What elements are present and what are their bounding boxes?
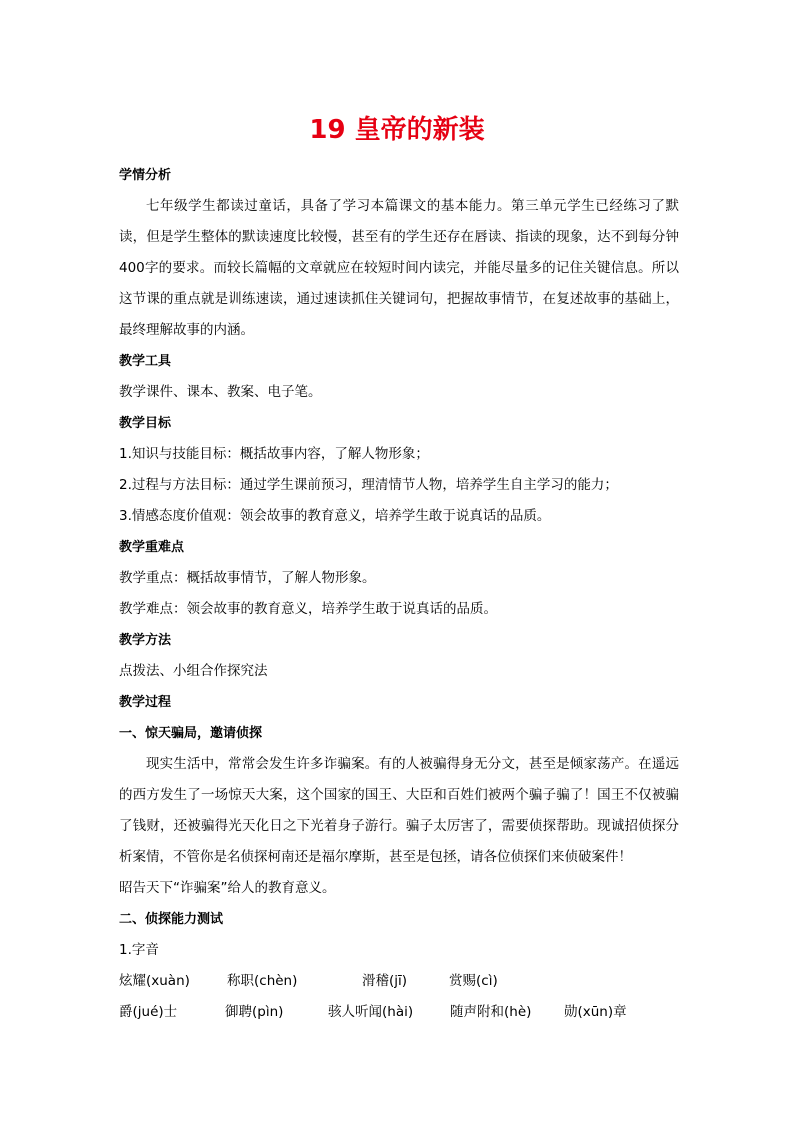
step1-last-line: 昭告天下“诈骗案”给人的教育意义。 bbox=[119, 880, 336, 896]
pinyin-item: 骇人听闻(hài) bbox=[328, 1004, 414, 1020]
pinyin-item: 滑稽(jī) bbox=[362, 973, 408, 989]
pinyin-item: 御聘(pìn) bbox=[225, 1004, 284, 1020]
page-title: 19 皇帝的新装 bbox=[309, 115, 485, 145]
step1-heading: 一、惊天骗局，邀请侦探 bbox=[119, 726, 263, 741]
method-heading: 教学方法 bbox=[119, 633, 172, 648]
pinyin-item: 赏赐(cì) bbox=[449, 973, 498, 989]
step1-paragraph: 现实生活中，常常会发生许多诈骗案。有的人被骗得身无分文，甚至是倾家荡产。在遥远的西方发生了一场惊天大案，这个国家的国王、大臣和百姓们被两个骗子骗了！国王不仅被骗了钱财，还被骗得光天化日之下光着身子游行。骗子太厉害了，需要侦探帮助。现诚招侦探分析案情，不管你是名侦探柯南还是福尔摩斯，甚至是包拯，请各位侦探们来侦破案件！ bbox=[119, 756, 679, 865]
tools-heading: 教学工具 bbox=[119, 354, 172, 369]
tools-text: 教学课件、课本、教案、电子笔。 bbox=[119, 384, 322, 400]
pinyin-row-2 bbox=[119, 997, 679, 1028]
pinyin-item: 称职(chèn) bbox=[227, 973, 298, 989]
method-text: 点拨法、小组合作探究法 bbox=[119, 663, 268, 679]
pinyin-item: 爵(jué)士 bbox=[119, 1004, 178, 1020]
process-heading: 教学过程 bbox=[119, 695, 172, 710]
key-point: 教学重点：概括故事情节，了解人物形象。 bbox=[119, 570, 376, 586]
goal-emotion: 3.情感态度价值观：领会故事的教育意义，培养学生敢于说真话的品质。 bbox=[119, 508, 551, 524]
step2-heading: 二、侦探能力测试 bbox=[119, 912, 224, 927]
pinyin-item: 勋(xūn)章 bbox=[564, 1004, 627, 1020]
difficult-point: 教学难点：领会故事的教育意义，培养学生敢于说真话的品质。 bbox=[119, 601, 497, 617]
key-heading: 教学重难点 bbox=[119, 540, 185, 555]
document-body bbox=[119, 160, 679, 1028]
pinyin-row-1 bbox=[119, 966, 679, 997]
goals-heading: 教学目标 bbox=[119, 416, 172, 431]
goal-process: 2.过程与方法目标：通过学生课前预习，理清情节人物，培养学生自主学习的能力； bbox=[119, 477, 618, 493]
analysis-paragraph: 七年级学生都读过童话，具备了学习本篇课文的基本能力。第三单元学生已经练习了默读，但是学生整体的默读速度比较慢，甚至有的学生还存在唇读、指读的现象，达不到每分钟400字的要求。而较长篇幅的文章就应在较短时间内读完，并能尽量多的记住关键信息。所以这节课的重点就是训练速读，通过速读抓住关键词句，把握故事情节，在复述故事的基础上，最终理解故事的内涵。 bbox=[119, 198, 679, 338]
goal-knowledge: 1.知识与技能目标：概括故事内容，了解人物形象； bbox=[119, 446, 429, 462]
analysis-heading: 学情分析 bbox=[119, 168, 172, 183]
pinyin-item: 随声附和(hè) bbox=[450, 1004, 532, 1020]
pinyin-item: 炫耀(xuàn) bbox=[119, 973, 190, 989]
sub-heading-pronunciation: 1.字音 bbox=[119, 942, 159, 958]
